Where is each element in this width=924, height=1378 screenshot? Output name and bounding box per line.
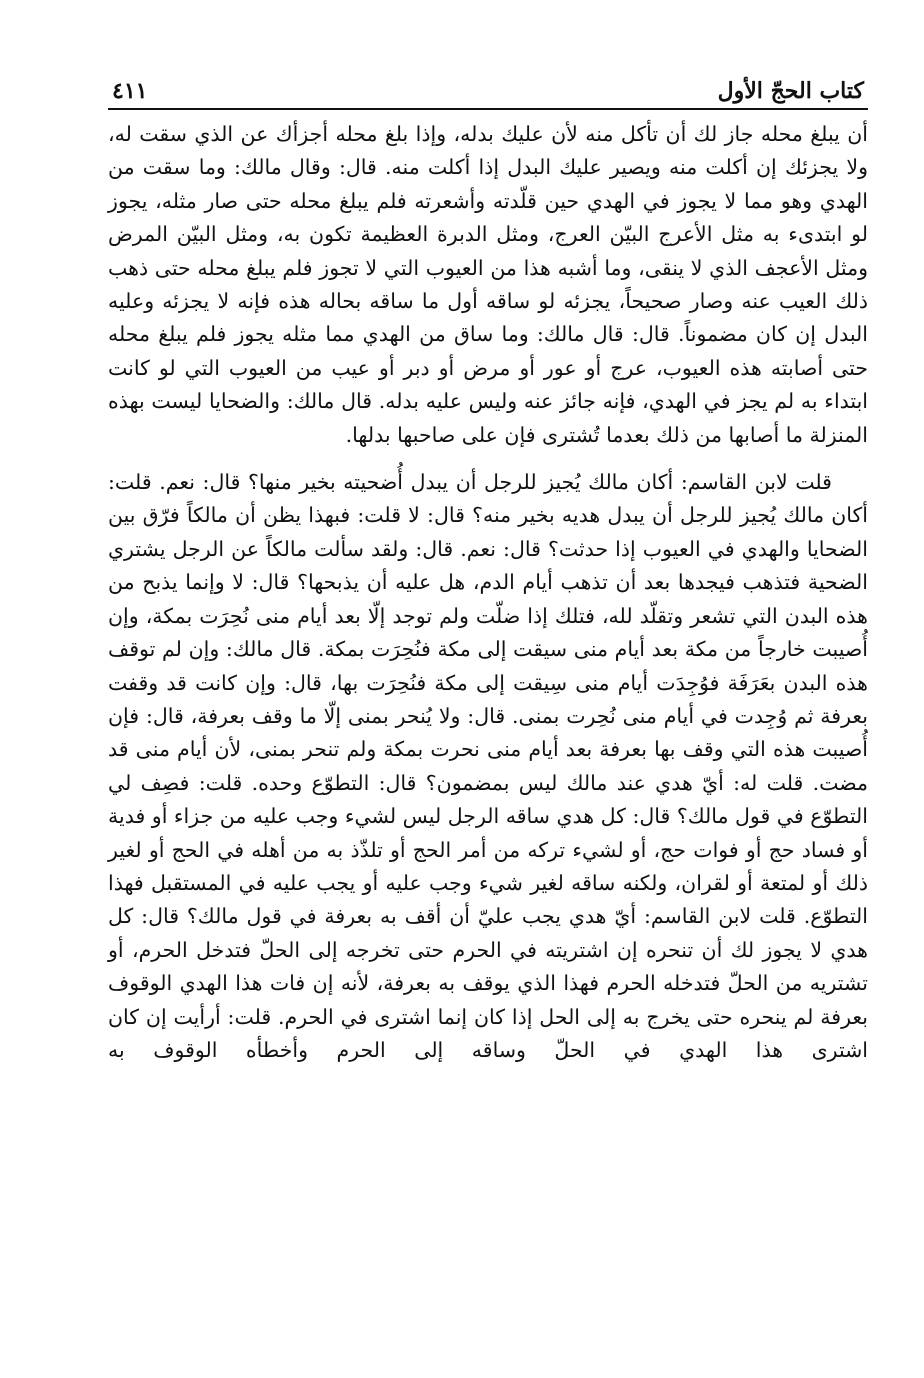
body-paragraph-1: أن يبلغ محله جاز لك أن تأكل منه لأن عليك بدله، وإذا بلغ محله أجزأك عن الذي سقت له، ولا يجزئك إن أكلت منه ويصير عليك البدل إذا أكلت منه. قال: وقال مالك: وما سقت من الهدي وهو مما لا يجوز في الهدي حين قلّدته وأشعرته فلم يبلغ محله حتى صار مثله، يجوز لو ابتدىء به مثل الأعرج البيّن العرج، ومثل الدبرة العظيمة تكون به، ومثل البيّن المرض ومثل الأعجف الذي لا ينقى، وما أشبه هذا من العيوب التي لا تجوز فلم يبلغ محله حتى ذهب ذلك العيب عنه وصار صحيحاً، يجزئه لو ساقه أول ما ساقه بحاله هذه فإنه لا يجزئه وعليه البدل إن كان مضموناً. قال: قال مالك: وما ساق من الهدي مما مثله يجوز فلم يبلغ محله حتى أصابته هذه العيوب، عرج أو عور أو مرض أو دبر أو عيب من العيوب التي لو كانت ابتداء به لم يجز في الهدي، فإنه جائز عنه وليس عليه بدله. قال مالك: والضحايا ليست بهذه المنزلة ما أصابها من ذلك بعدما تُشترى فإن على صاحبها بدلها. — [108, 122, 868, 447]
running-header — [108, 66, 868, 104]
header-rule — [108, 108, 868, 110]
book-page — [108, 66, 868, 1067]
page-number: ٤١١ — [112, 78, 148, 104]
running-title: كتاب الحجّ الأول — [717, 78, 864, 104]
body-paragraph-2: قلت لابن القاسم: أكان مالك يُجيز للرجل أن يبدل أُضحيته بخير منها؟ قال: نعم. قلت: أكان مالك يُجيز للرجل أن يبدل هديه بخير منه؟ قال: لا قلت: فبهذا يظن أن مالكاً فرّق بين الضحايا والهدي في العيوب إذا حدثت؟ قال: نعم. قال: ولقد سألت مالكاً عن الرجل يشتري الضحية فتذهب فيجدها بعد أن تذهب أيام الدم، هل عليه أن يذبحها؟ قال: لا وإنما يذبح من هذه البدن التي تشعر وتقلّد لله، فتلك إذا ضلّت ولم توجد إلّا بعد أيام منى نُحِرَت بمكة، وإن أُصيبت خارجاً من مكة بعد أيام منى سيقت إلى مكة فنُحِرَت بمكة. قال مالك: وإن لم توقف هذه البدن بعَرَفَة فوُجِدَت أيام منى سِيقت إلى مكة فنُحِرَت بها، قال: وإن كانت قد وقفت بعرفة ثم وُجِدت في أيام منى نُحِرت بمنى. قال: ولا يُنحر بمنى إلّا ما وقف بعرفة، قال: فإن أُصيبت هذه التي وقف بها بعرفة بعد أيام منى نحرت بمكة ولم تنحر بمنى، لأن أيام منى قد مضت. قلت له: أيّ هدي عند مالك ليس بمضمون؟ قال: التطوّع وحده. قلت: فصِف لي التطوّع في قول مالك؟ قال: كل هدي ساقه الرجل ليس لشيء وجب عليه من جزاء أو فدية أو فساد حج أو فوات حج، أو لشيء تركه من أمر الحج أو تلذّذ به من أهله في الحج أو لغير ذلك أو لمتعة أو لقران، ولكنه ساقه لغير شيء وجب عليه أو يجب عليه في المستقبل فهذا التطوّع. قلت لابن القاسم: أيّ هدي يجب عليّ أن أقف به بعرفة في قول مالك؟ قال: كل هدي لا يجوز لك أن تنحره إن اشتريته في الحرم حتى تخرجه إلى الحلّ فتدخل الحرم، أو تشتريه من الحلّ فتدخله الحرم فهذا الذي يوقف به بعرفة، لأنه إن فات هذا الهدي الوقوف بعرفة لم ينحره حتى يخرج به إلى الحل إذا كان إنما اشترى في الحرم. قلت: أرأيت إن كان اشترى هذا الهدي في الحلّ وساقه إلى الحرم وأخطأه الوقوف به — [108, 470, 868, 1062]
